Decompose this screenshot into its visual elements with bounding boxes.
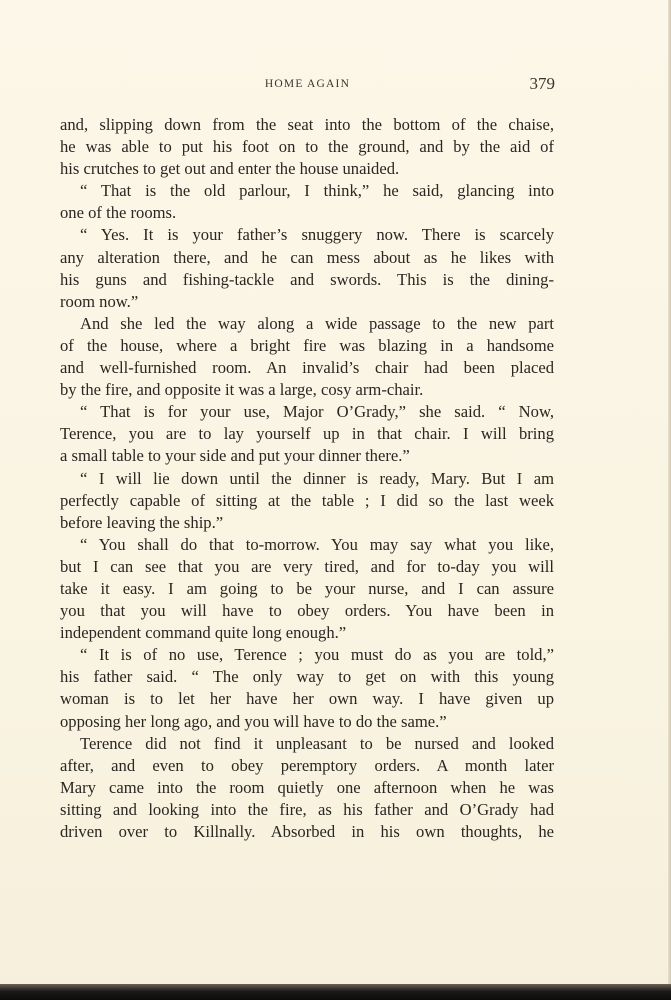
text-line: after, and even to obey peremptory orders. A month later — [60, 755, 554, 775]
running-head: HOME AGAIN — [264, 78, 351, 90]
text-line: his guns and fishing-tackle and swords. This is the dining- — [60, 269, 554, 289]
text-line: “ That is the old parlour, I think,” he said, glancing into — [80, 181, 554, 201]
text-line: “ You shall do that to-morrow. You may say what you like, — [80, 534, 554, 554]
text-line: but I can see that you are very tired, and for to-day you will — [60, 556, 554, 576]
text-line: woman is to let her have her own way. I have given up — [60, 689, 554, 709]
text-line: Terence did not find it unpleasant to be nursed and looked — [80, 733, 554, 753]
text-line: by the fire, and opposite it was a large, cosy arm-chair. — [60, 380, 424, 400]
text-line: Mary came into the room quietly one afternoon when he was — [60, 777, 554, 797]
text-line: Terence, you are to lay yourself up in that chair. I will bring — [60, 424, 554, 444]
text-line: room now.” — [60, 291, 139, 311]
text-line: his crutches to get out and enter the house unaided. — [60, 159, 400, 179]
text-line: And she led the way along a wide passage to the new part — [80, 313, 554, 333]
text-line: you that you will have to obey orders. You have been in — [60, 601, 554, 621]
text-line: “ Yes. It is your father’s snuggery now. There is scarcely — [80, 225, 554, 245]
page-number: 379 — [529, 74, 555, 93]
text-line: and well-furnished room. An invalid’s chair had been placed — [60, 358, 554, 378]
text-line: “ That is for your use, Major O’Grady,” she said. “ Now, — [80, 402, 554, 422]
scan-bottom-edge — [0, 984, 671, 1000]
text-line: before leaving the ship.” — [60, 512, 224, 532]
body-text — [60, 114, 554, 843]
text-line: his father said. “ The only way to get on with this young — [60, 667, 554, 687]
text-line: sitting and looking into the fire, as his father and O’Grady had — [60, 799, 554, 819]
text-line: “ It is of no use, Terence ; you must do as you are told,” — [80, 645, 554, 665]
text-line: one of the rooms. — [60, 203, 177, 223]
text-line: independent command quite long enough.” — [60, 623, 347, 643]
text-line: “ I will lie down until the dinner is ready, Mary. But I am — [80, 468, 554, 488]
text-line: of the house, where a bright fire was blazing in a handsome — [60, 335, 554, 355]
page-header — [60, 74, 555, 102]
text-line: he was able to put his foot on to the ground, and by the aid of — [60, 137, 554, 157]
text-line: perfectly capable of sitting at the table ; I did so the last week — [60, 490, 554, 510]
text-line: and, slipping down from the seat into the bottom of the chaise, — [60, 115, 554, 134]
text-line: driven over to Killnally. Absorbed in his own thoughts, he — [60, 822, 554, 841]
text-line: take it easy. I am going to be your nurse, and I can assure — [60, 578, 554, 598]
text-line: a small table to your side and put your dinner there.” — [60, 446, 410, 466]
text-line: opposing her long ago, and you will have to do the same.” — [60, 711, 447, 731]
text-line: any alteration there, and he can mess about as he likes with — [60, 247, 554, 267]
